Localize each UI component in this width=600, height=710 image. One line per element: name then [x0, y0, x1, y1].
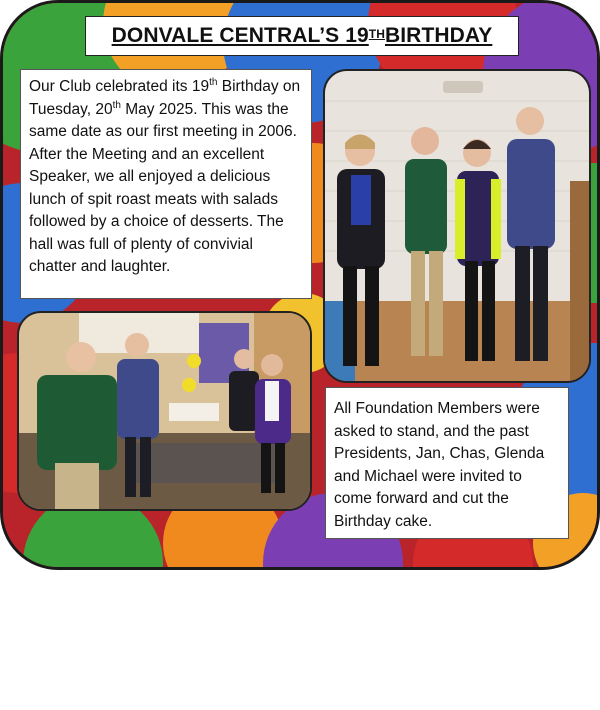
page-title [85, 16, 519, 56]
celebration-paragraph [20, 69, 312, 299]
p1-text-3: May 2025. This was the same date as our first meeting in 2006. After the Meeting and an excellent Speaker, we all enjoyed a delicious lunch of spit roast meats with salads followed by a choice of desserts. The hall was full of plenty of convivial chatter and laughter. [29, 100, 297, 275]
p1-text-1: Our Club celebrated its 19 [29, 78, 210, 95]
title-superscript: TH [368, 27, 385, 41]
title-suffix: BIRTHDAY [384, 24, 493, 47]
foundation-paragraph: All Foundation Members were asked to stand, and the past Presidents, Jan, Chas, Glenda and Michael were invited to come forward and cut the Birthday cake. [325, 387, 569, 539]
p1-sup-2: th [112, 99, 121, 111]
title-prefix: DONVALE CENTRAL’S 19 [111, 24, 369, 47]
photo-cake-cutting [17, 311, 312, 511]
p1-sup-1: th [209, 76, 218, 88]
photo-four-members [323, 69, 591, 383]
p1-text-2: Birthday on Tuesday, 20 [29, 78, 301, 118]
